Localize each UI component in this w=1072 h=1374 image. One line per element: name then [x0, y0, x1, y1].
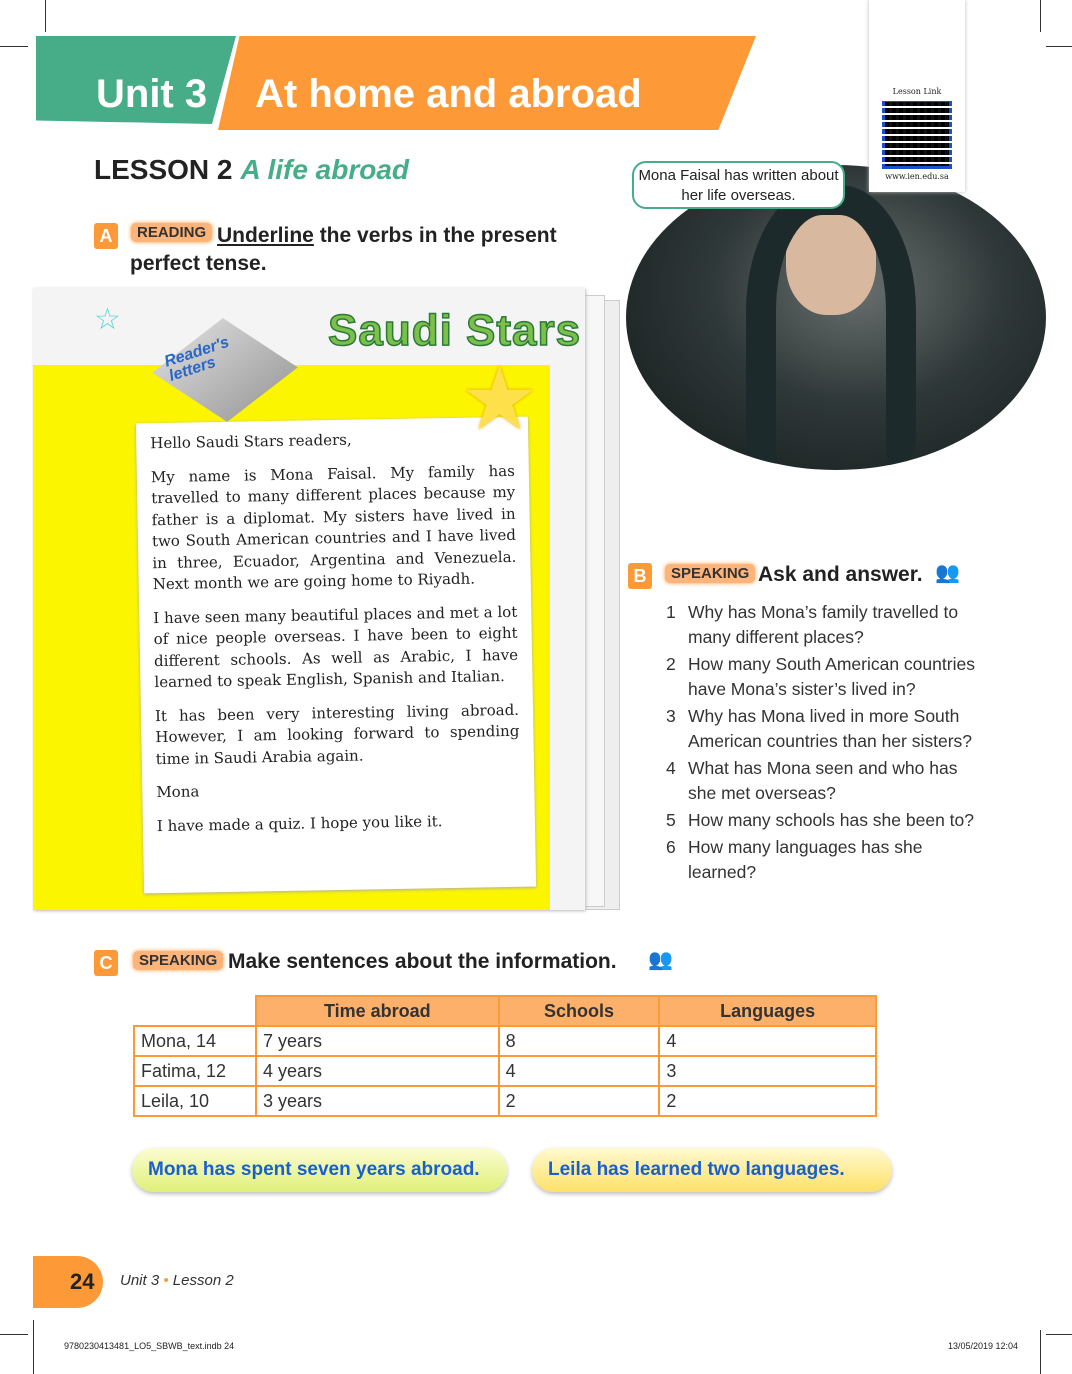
question-number: 3 [666, 706, 676, 726]
print-slug: 9780230413481_LO5_SBWB_text.indb 24 [64, 1341, 235, 1351]
crop-mark [1040, 0, 1041, 32]
question-number: 1 [666, 602, 676, 622]
underline-word: Underline [217, 224, 314, 247]
example-bubble: Mona has spent seven years abroad. [132, 1148, 507, 1192]
question-number: 5 [666, 810, 676, 830]
footer-separator: • [163, 1272, 169, 1289]
table-row [134, 1026, 876, 1056]
table-header-cell: Languages [659, 996, 876, 1026]
crop-mark [0, 46, 28, 47]
example-bubble: Leila has learned two languages. [532, 1148, 892, 1192]
qr-code-icon [882, 99, 952, 169]
lesson-link-label: Lesson Link [892, 87, 942, 96]
table-cell: 7 years [256, 1026, 499, 1056]
crop-mark [1046, 46, 1072, 47]
mona-photo [626, 165, 1046, 470]
section-c-instruction: Make sentences about the information. [228, 950, 617, 973]
question-text: Why has Mona’s family travelled to many different places? [688, 602, 959, 647]
letter-paragraph: I have seen many beautiful places and met a lot of nice people overseas. I have been to eight different schools. As well as Arabic, I have learned to speak English, Spanish and Italian. [153, 602, 519, 692]
question-number: 2 [666, 654, 676, 674]
lesson-link[interactable] [869, 0, 965, 192]
crop-mark [1046, 1334, 1072, 1335]
speech-bubble: Mona Faisal has written about her life overseas. [632, 161, 845, 209]
table-cell: Leila, 10 [134, 1086, 256, 1116]
question-item [666, 756, 986, 806]
unit-title: At home and abroad [255, 72, 642, 116]
letter-card [136, 417, 536, 894]
table-header [134, 996, 876, 1026]
table-header-cell: Schools [499, 996, 660, 1026]
info-table [133, 995, 877, 1117]
lesson-label: LESSON 2 [94, 154, 233, 185]
question-text: What has Mona seen and who has she met overseas? [688, 758, 958, 803]
crop-mark [0, 1334, 28, 1335]
question-item [666, 835, 986, 885]
question-list [666, 600, 986, 887]
footer-breadcrumb [120, 1272, 234, 1289]
letter-signature: Mona [156, 782, 200, 802]
table-cell: Fatima, 12 [134, 1056, 256, 1086]
table-header-cell [134, 996, 256, 1026]
page-number: 24 [33, 1256, 103, 1308]
question-item [666, 652, 986, 702]
table-cell: 4 years [256, 1056, 499, 1086]
letter-greeting: Hello Saudi Stars readers, [150, 430, 352, 453]
pair-work-icon: 👥 [935, 560, 960, 584]
crop-mark [1040, 1330, 1041, 1374]
magazine-title: Saudi Stars [328, 306, 582, 355]
question-number: 4 [666, 758, 676, 778]
question-text: How many languages has she learned? [688, 837, 923, 882]
unit-label: Unit 3 [96, 72, 208, 116]
footer-unit: Unit 3 [120, 1272, 160, 1289]
table-cell: 2 [659, 1086, 876, 1116]
section-a-instruction [130, 222, 590, 278]
table-cell: Mona, 14 [134, 1026, 256, 1056]
crop-mark [33, 1320, 34, 1374]
question-text: How many schools has she been to? [688, 810, 974, 830]
speaking-skill-tag: SPEAKING [133, 951, 223, 970]
speaking-skill-tag: SPEAKING [665, 564, 755, 583]
section-b-instruction: Ask and answer. [758, 563, 923, 586]
crop-mark [45, 0, 46, 32]
letter-postscript: I have made a quiz. I hope you like it. [156, 811, 443, 835]
table-cell: 8 [499, 1026, 660, 1056]
star-icon: ★ [460, 347, 539, 450]
star-outline-icon: ☆ [94, 302, 121, 337]
letter-paragraph: My name is Mona Faisal. My family has travelled to many different places because my father is a diplomat. My sisters have lived in two South American countries and I have lived in three, Ecuador, Argentina and Venezuela. Next month we are going home to Riyadh. [150, 461, 517, 594]
lesson-subtitle: A life abroad [240, 154, 410, 185]
lesson-link-url: www.ien.edu.sa [885, 172, 949, 181]
pair-work-icon: 👥 [648, 947, 673, 971]
question-item [666, 704, 986, 754]
table-row [134, 1086, 876, 1116]
table-cell: 4 [659, 1026, 876, 1056]
table-row [134, 1056, 876, 1086]
table-cell: 3 [659, 1056, 876, 1086]
footer-lesson: Lesson 2 [172, 1272, 234, 1289]
table-cell: 3 years [256, 1086, 499, 1116]
print-date: 13/05/2019 12:04 [948, 1341, 1019, 1351]
table-header-cell: Time abroad [256, 996, 499, 1026]
letter-paragraph: It has been very interesting living abroad. However, I am looking forward to spending time in Saudi Arabia again. [154, 700, 520, 768]
section-a-badge: A [94, 223, 118, 249]
lesson-heading [94, 154, 409, 186]
section-c-badge: C [94, 950, 118, 976]
question-text: How many South American countries have Mona’s sister’s lived in? [688, 654, 975, 699]
question-text: Why has Mona lived in more South American countries than her sisters? [688, 706, 973, 751]
question-item [666, 808, 986, 833]
hijab [746, 185, 916, 465]
readers-letters-label: Reader's letters [162, 333, 232, 385]
table-cell: 2 [499, 1086, 660, 1116]
question-number: 6 [666, 837, 676, 857]
section-b-badge: B [628, 563, 652, 589]
question-item [666, 600, 986, 650]
reading-skill-tag: READING [131, 223, 212, 242]
table-cell: 4 [499, 1056, 660, 1086]
instruction-text: the verbs in the present perfect tense. [130, 224, 557, 275]
